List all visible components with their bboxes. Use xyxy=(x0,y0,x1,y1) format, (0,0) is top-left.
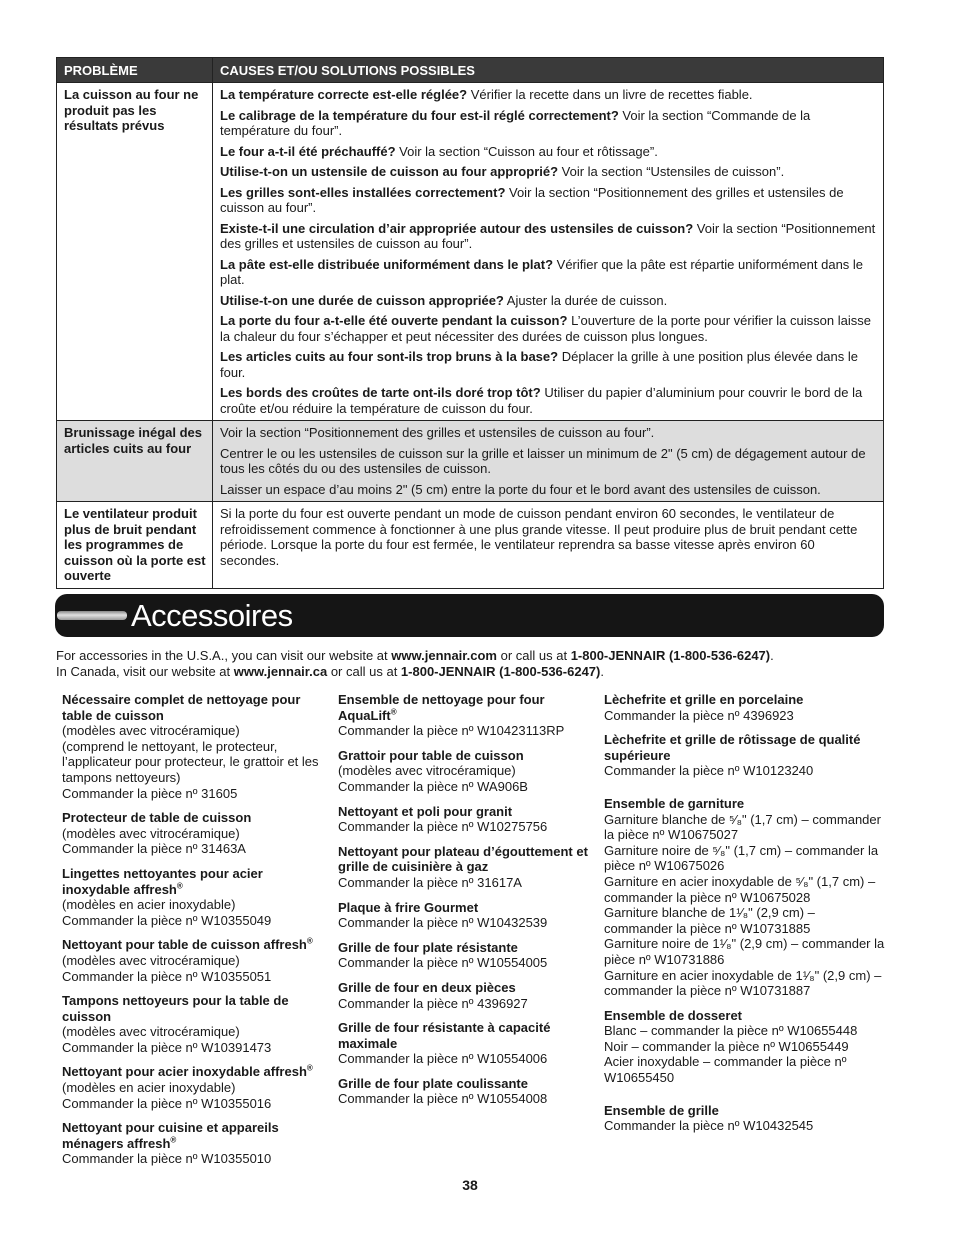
accessory-line: (modèles avec vitrocéramique) xyxy=(62,723,240,739)
table-row xyxy=(57,83,884,421)
accessory-title: Grattoir pour table de cuisson xyxy=(338,747,524,763)
cause-solution: Voir la section “Positionnement des grilles et ustensiles de cuisson au four”. xyxy=(220,184,844,215)
cause-paragraph xyxy=(220,506,877,568)
accessory-title xyxy=(62,937,327,953)
accessory-item xyxy=(604,1008,886,1086)
spacer xyxy=(604,788,886,796)
intro-usa-line xyxy=(56,648,896,664)
accessory-part-number: Commander la pièce nº W10355016 xyxy=(62,1095,272,1111)
cause-solution: Voir la section “Commande de la température du four”. xyxy=(220,107,811,138)
cause-question: Les articles cuits au four sont-ils trop bruns à la base? xyxy=(220,349,559,364)
cause-question: Existe-t-il une circulation d’air appropriée autour des ustensiles de cuisson? xyxy=(220,220,694,236)
intro-text: or call us at xyxy=(327,664,401,679)
accessory-item xyxy=(62,692,327,801)
cause-paragraph xyxy=(220,164,877,180)
accessory-part-number: Commander la pièce nº W10432539 xyxy=(338,915,548,931)
accessory-title: Ensemble de garniture xyxy=(604,795,745,811)
accessory-title xyxy=(62,1064,327,1080)
accessory-line: Blanc – commander la pièce nº W10655448 xyxy=(604,1023,858,1039)
accessory-title xyxy=(62,1120,327,1151)
intro-text: In Canada, visit our website at xyxy=(56,664,234,679)
cause-solution: Voir la section “Positionnement des grilles et ustensiles de cuisson au four”. xyxy=(220,425,655,440)
header-causes: CAUSES ET/OU SOLUTIONS POSSIBLES xyxy=(213,58,884,83)
accessory-item xyxy=(604,796,886,999)
accessory-item xyxy=(62,866,327,928)
accessory-line: (modèles en acier inoxydable) xyxy=(62,897,236,913)
cause-solution: Voir la section “Positionnement des grilles et ustensiles de cuisson au four”. xyxy=(220,220,876,251)
accessory-item xyxy=(604,692,886,723)
accessory-part-number: Commander la pièce nº W10554008 xyxy=(338,1091,548,1107)
accessory-item xyxy=(62,1120,327,1167)
accessory-part-number: Commander la pièce nº W10355051 xyxy=(62,968,272,984)
problem-cell: Brunissage inégal des articles cuits au four xyxy=(57,421,213,502)
intro-text: or call us at xyxy=(496,648,571,663)
causes-cell xyxy=(213,502,884,589)
registered-mark: ® xyxy=(306,1064,313,1074)
cause-paragraph xyxy=(220,257,877,288)
accessory-item xyxy=(62,937,327,984)
accessory-line: Garniture noire de ⁵⁄₈" (1,7 cm) – commander la pièce nº W10675026 xyxy=(604,842,879,874)
website-link-canada[interactable]: www.jennair.ca xyxy=(233,664,328,679)
accessory-line: (modèles avec vitrocéramique) xyxy=(62,825,240,841)
table-row xyxy=(57,502,884,589)
cause-solution: Voir la section “Ustensiles de cuisson”. xyxy=(558,164,785,179)
accessory-line: (modèles avec vitrocéramique) xyxy=(62,952,240,968)
cause-question: Les bords des croûtes de tarte ont-ils doré trop tôt? xyxy=(220,385,541,400)
accessory-item xyxy=(604,732,886,779)
cause-paragraph xyxy=(220,385,877,416)
accessory-part-number: Commander la pièce nº W10275756 xyxy=(338,819,548,835)
cause-question: La pâte est-elle distribuée uniformément dans le plat? xyxy=(220,256,554,272)
cause-paragraph xyxy=(220,446,877,477)
accessory-item xyxy=(338,980,593,1011)
accessory-title: Lèchefrite et grille en porcelaine xyxy=(604,692,804,707)
accessory-item xyxy=(338,940,593,971)
accessory-title-text: Lingettes nettoyantes pour acier inoxydable affresh xyxy=(62,865,263,897)
accessory-line: Garniture blanche de ⁵⁄₈" (1,7 cm) – commander la pièce nº W10675027 xyxy=(604,811,881,843)
accessory-line: Noir – commander la pièce nº W10655449 xyxy=(604,1038,849,1054)
cause-solution: Centrer le ou les ustensiles de cuisson sur la grille et laisser un minimum de 2" (5 cm) de dégagement autour de tous les côtés du ou des ustensiles de cuisson. xyxy=(220,445,866,476)
accessory-item xyxy=(62,993,327,1055)
accessory-part-number: Commander la pièce nº 31463A xyxy=(62,841,246,857)
accessory-title: Plaque à frire Gourmet xyxy=(338,899,479,915)
accessory-title: Nécessaire complet de nettoyage pour table de cuisson xyxy=(62,692,301,723)
accessory-title: Grille de four en deux pièces xyxy=(338,979,516,995)
intro-text: For accessories in the U.S.A., you can visit our website at xyxy=(56,648,392,663)
accessory-line: Garniture noire de 1¹⁄₈" (2,9 cm) – commander la pièce nº W10731886 xyxy=(604,936,885,967)
accessory-line: (comprend le nettoyant, le protecteur, l’applicateur pour protecteur, le grattoir et les tampons nettoyeurs) xyxy=(62,738,319,785)
cause-question: Utilise-t-on un ustensile de cuisson au four approprié? xyxy=(220,164,559,179)
banner-accent-bar xyxy=(57,611,127,620)
accessory-title: Protecteur de table de cuisson xyxy=(62,810,252,826)
cause-solution: Vérifier la recette dans un livre de recettes fiable. xyxy=(467,87,753,102)
accessories-column-3 xyxy=(604,692,886,1143)
intro-text: . xyxy=(600,664,604,679)
accessory-item xyxy=(62,810,327,857)
accessory-item xyxy=(338,692,593,739)
accessory-part-number: Commander la pièce nº W10355010 xyxy=(62,1151,272,1167)
registered-mark: ® xyxy=(170,1135,177,1145)
accessory-title-text: Ensemble de nettoyage pour four AquaLift xyxy=(338,692,545,723)
accessories-intro xyxy=(56,648,896,680)
cause-paragraph xyxy=(220,293,877,309)
accessory-title: Nettoyant et poli pour granit xyxy=(338,803,513,819)
cause-paragraph xyxy=(220,144,877,160)
cause-paragraph xyxy=(220,87,877,103)
accessory-title: Ensemble de dosseret xyxy=(604,1007,742,1023)
accessory-title: Tampons nettoyeurs pour la table de cuisson xyxy=(62,993,289,1024)
registered-mark: ® xyxy=(306,936,313,946)
cause-paragraph xyxy=(220,349,877,380)
accessory-line: (modèles avec vitrocéramique) xyxy=(338,763,516,779)
accessory-line: (modèles avec vitrocéramique) xyxy=(62,1024,240,1040)
phone-usa: 1-800-JENNAIR (1-800-536-6247) xyxy=(570,648,771,663)
cause-paragraph xyxy=(220,482,877,498)
spacer xyxy=(604,1095,886,1103)
table-body xyxy=(57,83,884,589)
accessory-line: Garniture en acier inoxydable de ⁵⁄₈" (1,7 cm) – commander la pièce nº W10675028 xyxy=(604,873,876,905)
cause-paragraph xyxy=(220,425,877,441)
cause-solution: Ajuster la durée de cuisson. xyxy=(503,292,668,308)
cause-paragraph xyxy=(220,313,877,344)
cause-paragraph xyxy=(220,108,877,139)
accessory-part-number: Commander la pièce nº W10423113RP xyxy=(338,723,565,739)
cause-question: La température correcte est-elle réglée? xyxy=(220,87,468,102)
accessory-item xyxy=(338,804,593,835)
accessory-line: (modèles en acier inoxydable) xyxy=(62,1080,236,1096)
accessory-title: Nettoyant pour plateau d’égouttement et grille de cuisinière à gaz xyxy=(338,843,588,875)
accessory-title: Grille de four plate résistante xyxy=(338,939,518,955)
accessory-part-number: Commander la pièce nº W10432545 xyxy=(604,1118,814,1134)
accessories-column-1 xyxy=(62,692,327,1176)
accessory-part-number: Commander la pièce nº 31617A xyxy=(338,874,522,890)
section-banner xyxy=(55,594,884,637)
registered-mark: ® xyxy=(176,881,183,891)
cause-solution: Si la porte du four est ouverte pendant un mode de cuisson pendant environ 60 secondes, le ventilateur de refroidissement commence à fonctionner à une plus grande vitesse. Il peut produire plus de bruit pendant cette période. Lorsque la porte du four est fermée, le ventilateur reprendra sa basse vitesse après environ 60 secondes. xyxy=(220,506,858,568)
phone-canada: 1-800-JENNAIR (1-800-536-6247) xyxy=(400,664,601,679)
cause-solution: Vérifier que la pâte est répartie uniformément dans le plat. xyxy=(220,256,864,287)
table-row xyxy=(57,421,884,502)
accessory-item xyxy=(338,844,593,891)
intro-text: . xyxy=(770,648,774,663)
accessory-part-number: Commander la pièce nº 31605 xyxy=(62,785,238,801)
cause-question: La porte du four a-t-elle été ouverte pendant la cuisson? xyxy=(220,313,568,328)
accessory-item xyxy=(338,1076,593,1107)
problem-cell: Le ventilateur produit plus de bruit pendant les programmes de cuisson où la porte est ouverte xyxy=(57,502,213,589)
accessory-part-number: Commander la pièce nº W10554005 xyxy=(338,955,548,971)
accessory-title xyxy=(338,692,593,723)
accessory-item xyxy=(62,1064,327,1111)
accessory-line: Acier inoxydable – commander la pièce nº W10655450 xyxy=(604,1054,847,1086)
cause-solution: L’ouverture de la porte pour vérifier la cuisson laisse la chaleur du four s’échapper et peut nécessiter des durées de cuisson plus longues. xyxy=(220,313,871,344)
accessory-part-number: Commander la pièce nº W10355049 xyxy=(62,912,272,928)
cause-solution: Déplacer la grille à une position plus élevée dans le four. xyxy=(220,349,859,380)
accessory-part-number: Commander la pièce nº 4396923 xyxy=(604,707,794,723)
accessory-title: Grille de four plate coulissante xyxy=(338,1075,528,1091)
accessory-line: Garniture en acier inoxydable de 1¹⁄₈" (2,9 cm) – commander la pièce nº W10731887 xyxy=(604,967,882,999)
accessory-part-number: Commander la pièce nº 4396927 xyxy=(338,995,528,1011)
accessory-part-number: Commander la pièce nº W10554006 xyxy=(338,1051,548,1067)
registered-mark: ® xyxy=(390,707,397,717)
cause-solution: Laisser un espace d’au moins 2" (5 cm) entre la porte du four et le bord avant des ustensiles de cuisson. xyxy=(220,481,821,497)
accessory-title: Grille de four résistante à capacité maximale xyxy=(338,1020,551,1051)
section-title: Accessoires xyxy=(131,598,293,633)
intro-canada-line xyxy=(56,664,896,680)
accessory-title-text: Nettoyant pour acier inoxydable affresh xyxy=(62,1064,307,1080)
accessory-title-text: Nettoyant pour cuisine et appareils ménagers affresh xyxy=(62,1120,279,1151)
accessory-title: Lèchefrite et grille de rôtissage de qualité supérieure xyxy=(604,732,861,763)
header-problem: PROBLÈME xyxy=(57,58,213,83)
accessory-title-text: Nettoyant pour table de cuisson affresh xyxy=(62,937,307,953)
accessories-column-2 xyxy=(338,692,593,1116)
problem-cell: La cuisson au four ne produit pas les résultats prévus xyxy=(57,83,213,421)
accessory-item xyxy=(338,900,593,931)
causes-cell xyxy=(213,83,884,421)
accessory-item xyxy=(338,1020,593,1067)
accessory-part-number: Commander la pièce nº W10391473 xyxy=(62,1039,272,1055)
cause-paragraph xyxy=(220,221,877,252)
accessory-line: Garniture blanche de 1¹⁄₈" (2,9 cm) – commander la pièce nº W10731885 xyxy=(604,905,815,936)
cause-question: Le calibrage de la température du four est-il réglé correctement? xyxy=(220,107,619,123)
page-number: 38 xyxy=(462,1177,478,1193)
troubleshooting-table xyxy=(56,57,884,589)
cause-question: Les grilles sont-elles installées correctement? xyxy=(220,184,506,200)
accessory-title: Ensemble de grille xyxy=(604,1102,719,1118)
website-link-usa[interactable]: www.jennair.com xyxy=(391,648,497,663)
cause-question: Utilise-t-on une durée de cuisson appropriée? xyxy=(220,292,504,308)
table-header-row xyxy=(57,58,884,83)
cause-paragraph xyxy=(220,185,877,216)
accessory-title xyxy=(62,866,327,897)
cause-solution: Voir la section “Cuisson au four et rôtissage”. xyxy=(395,143,658,159)
cause-solution: Utiliser du papier d’aluminium pour couvrir le bord de la croûte et/ou réduire la température de cuisson du four. xyxy=(220,385,863,416)
accessory-part-number: Commander la pièce nº WA906B xyxy=(338,778,528,794)
accessory-item xyxy=(338,748,593,795)
cause-question: Le four a-t-il été préchauffé? xyxy=(220,143,396,159)
accessory-item xyxy=(604,1103,886,1134)
causes-cell xyxy=(213,421,884,502)
accessory-part-number: Commander la pièce nº W10123240 xyxy=(604,763,814,779)
